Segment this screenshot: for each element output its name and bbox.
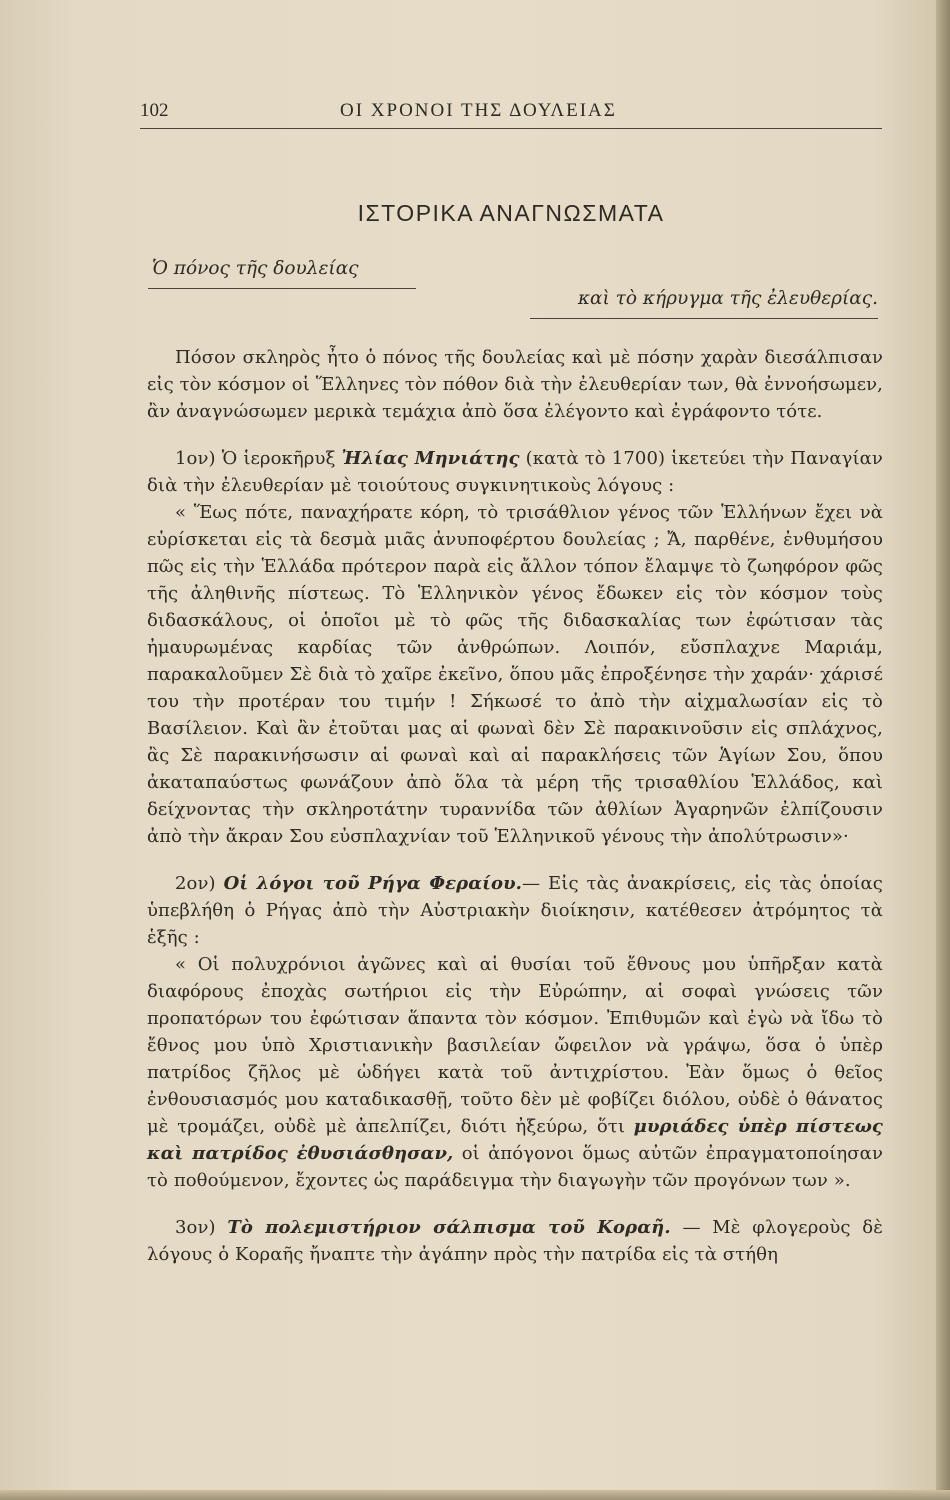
- rigas-heading: Οἱ λόγοι τοῦ Ρήγα Φεραίου.: [223, 873, 523, 894]
- rigas-quote-part-b: οἱ ἀπόγονοι ὅμως αὐτῶν ἐπραγματοποίησαν τὸ ποθούμενον, ἔχοντες ὡς παράδειγμα τὴν διαγωγὴν τῶν προγόνων των ».: [147, 1143, 883, 1191]
- running-header: [140, 98, 882, 129]
- page-right-edge: [936, 0, 950, 1500]
- paragraph-2-lead: 2ον): [175, 873, 224, 894]
- page-number: 102: [140, 100, 169, 121]
- paragraph-1-lead: 1ον) Ὁ ἱεροκῆρυξ: [175, 448, 342, 469]
- rigas-quote: [147, 951, 883, 1194]
- paragraph-1: [147, 445, 883, 499]
- running-title: ΟΙ ΧΡΟΝΟΙ ΤΗΣ ΔΟΥΛΕΙΑΣ: [340, 100, 617, 121]
- body-text: [147, 344, 883, 1288]
- miniatis-name: Ἠλίας Μηνιάτης: [341, 448, 520, 469]
- paragraph-3-rest: — Μὲ φλογεροὺς δὲ λόγους ὁ Κοραῆς ἤναπτε τὴν ἀγάπην πρὸς τὴν πατρίδα εἰς τὰ στήθη: [147, 1217, 883, 1265]
- intro-paragraph: Πόσον σκληρὸς ἦτο ὁ πόνος τῆς δουλείας καὶ μὲ πόσην χαρὰν διεσάλπισαν εἰς τὸν κόσμον οἱ Ἕλληνες τὸν πόθον διὰ τὴν ἐλευθερίαν των, θὰ ἐννοήσωμεν, ἂν ἀναγνώσωμεν μερικὰ τεμάχια ἀπὸ ὅσα ἐλέγοντο καὶ ἐγράφοντο τότε.: [147, 347, 883, 422]
- paragraph-2: [147, 870, 883, 951]
- subtitle-left: Ὁ πόνος τῆς δουλείας: [148, 258, 416, 289]
- page-bottom-edge: [0, 1490, 950, 1500]
- paragraph-3: [147, 1214, 883, 1268]
- paragraph-3-lead: 3ον): [175, 1217, 228, 1238]
- rigas-quote-part-a: « Οἱ πολυχρόνιοι ἀγῶνες καὶ αἱ θυσίαι τοῦ ἔθνους μου ὑπῆρξαν κατὰ διαφόρους ἐποχὰς σωτήριοι εἰς τὴν Εὐρώπην, αἱ σοφαὶ γνώσεις τῶν προπατόρων του ἐφώτισαν ἅπαντα τὸν κόσμον. Ἐπιθυμῶν καὶ ἐγὼ νὰ ἴδω τὸ ἔθνος μου ὑπὸ Χριστιανικὴν βασιλείαν ὤφειλον νὰ γράψω, ὅσα ὁ ὑπὲρ πατρίδος ζῆλος μὲ ὡδήγει κατὰ τοῦ ἀντιχρίστου. Ἐὰν ὅμως ὁ θεῖος ἐνθουσιασμός μου καταδικασθῇ, τοῦτο δὲν μὲ φοβίζει διόλου, οὐδὲ ὁ θάνατος μὲ τρομάζει, οὐδὲ μὲ ἀπελπίζει, διότι ἠξεύρω, ὅτι: [147, 954, 883, 1137]
- rigas-quote-emphasis: μυριάδες ὑπὲρ πίστεως καὶ πατρίδος ἐθυσιάσθησαν,: [147, 1116, 883, 1164]
- section-title: ΙΣΤΟΡΙΚΑ ΑΝΑΓΝΩΣΜΑΤΑ: [357, 200, 665, 226]
- subtitle-right: καὶ τὸ κήρυγμα τῆς ἐλευθερίας.: [530, 288, 878, 319]
- paragraph-2-rest: — Εἰς τὰς ἀνακρίσεις, εἰς τὰς ὁποίας ὑπεβλήθη ὁ Ρήγας ἀπὸ τὴν Αὐστριακὴν διοίκησιν, κατέθεσεν ἀτρόμητος τὰ ἑξῆς :: [147, 873, 883, 948]
- korais-heading: Τὸ πολεμιστήριον σάλπισμα τοῦ Κοραῆ.: [227, 1217, 671, 1238]
- paragraph-1-rest: (κατὰ τὸ 1700) ἱκετεύει τὴν Παναγίαν διὰ τὴν ἐλευθερίαν μὲ τοιούτους συγκινητικοὺς λόγους :: [147, 448, 883, 496]
- miniatis-quote: « Ἕως πότε, παναχήρατε κόρη, τὸ τρισάθλιον γένος τῶν Ἑλλήνων ἔχει νὰ εὑρίσκεται εἰς τὰ δεσμὰ μιᾶς ἀνυποφέρτου δουλείας ; Ἄ, παρθένε, ἐνθυμήσου πῶς εἰς τὴν Ἑλλάδα πρότερον παρὰ εἰς ἄλλον τόπον ἔλαμψε τὸ ζωηφόρον φῶς τῆς ἀληθινῆς πίστεως. Τὸ Ἑλληνικὸν γένος ἔδωκεν εἰς τὸν κόσμον τοὺς διδασκάλους, οἱ ὁποῖοι μὲ τὸ φῶς τῆς διδασκαλίας των ἐφώτισαν τὰς ἠμαυρωμένας καρδίας τῶν ἀνθρώπων. Λοιπόν, εὔσπλαχνε Μαριάμ, παρακαλοῦμεν Σὲ διὰ τὸ χαῖρε ἐκεῖνο, ὅπου μᾶς ἐπροξένησε τὴν χαράν· χάρισέ του τὴν προτέραν του τιμήν ! Σήκωσέ το ἀπὸ τὴν αἰχμαλωσίαν εἰς τὸ Βασίλειον. Καὶ ἂν ἐτοῦται μας αἱ φωναὶ δὲν Σὲ παρακινοῦσιν εἰς σπλάχνος, ἂς Σὲ παρακινήσωσιν αἱ φωναὶ καὶ αἱ παρακλήσεις τῶν Ἁγίων Σου, ὅπου ἀκαταπαύστως φωνάζουν ἀπὸ ὅλα τὰ μέρη τῆς τρισαθλίου Ἑλλάδος, καὶ δείχνοντας τὴν σκληροτάτην τυραννίδα τῶν ἀθλίων Ἀγαρηνῶν ἐλπίζουσιν ἀπὸ τὴν ἄκραν Σου εὐσπλαχνίαν τοῦ Ἑλληνικοῦ γένους τὴν ἀπολύτρωσιν»·: [147, 502, 883, 847]
